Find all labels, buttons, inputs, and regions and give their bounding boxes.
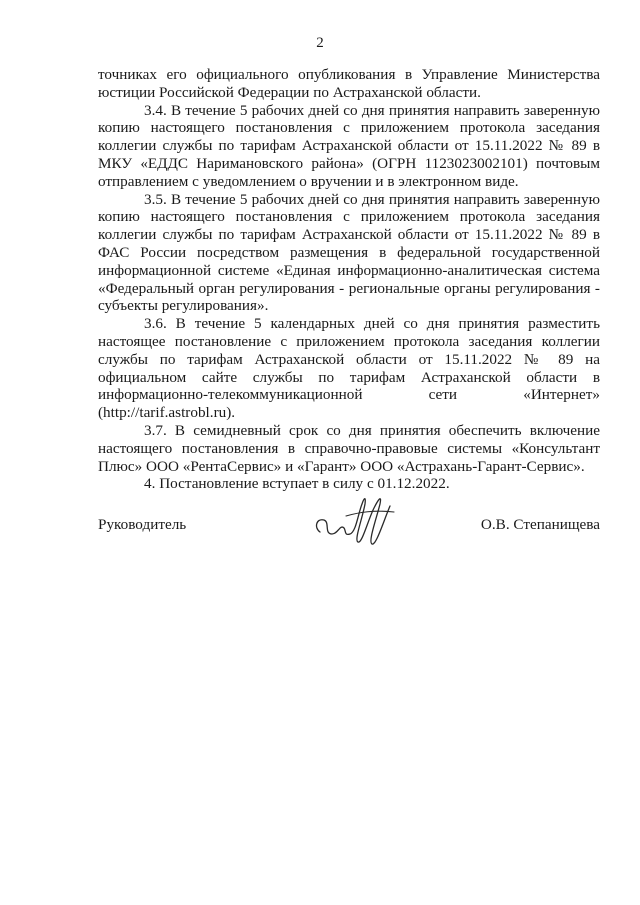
- signatory-name: О.В. Степанищева: [480, 516, 600, 533]
- paragraph-3-4: 3.4. В течение 5 рабочих дней со дня принятия направить заверенную копию настоящего постановления с приложением протокола заседания коллегии службы по тарифам Астраханской области от 15.11.2022 № 89 в МКУ «ЕДДС Наримановского района» (ОГРН 1123023002101) почтовым отправлением с уведомлением о вручении и в электронном виде.: [98, 101, 600, 190]
- handwritten-signature: [310, 490, 400, 552]
- paragraph-3-7: 3.7. В семидневный срок со дня принятия обеспечить включение настоящего постановления в справочно-правовые системы «Консультант Плюс» ООО «РентаСервис» и «Гарант» ООО «Астрахань-Гарант-Сервис».: [98, 421, 600, 475]
- paragraph-3-6: 3.6. В течение 5 календарных дней со дня принятия разместить настоящее постановление с приложением протокола заседания коллегии службы по тарифам Астраханской области от 15.11.2022 № 89 на официальном сайте службы по тарифам Астраханской области в информационно-телекоммуникационной сети «Интернет» (http://tarif.astrobl.ru).: [98, 315, 600, 422]
- signatory-title: Руководитель: [98, 516, 187, 533]
- document-body: [98, 66, 600, 493]
- paragraph-continuation: точниках его официального опубликования в Управление Министерства юстиции Российской Федерации по Астраханской области.: [98, 66, 600, 101]
- paragraph-4: 4. Постановление вступает в силу с 01.12.2022.: [144, 475, 450, 493]
- page-number: 2: [316, 35, 324, 51]
- paragraph-3-5: 3.5. В течение 5 рабочих дней со дня принятия направить заверенную копию настоящего постановления с приложением протокола заседания коллегии службы по тарифам Астраханской области от 15.11.2022 № 89 в ФАС России посредством размещения в федеральной государственной информационной системе «Единая информационно-аналитическая система «Федеральный орган регулирования - региональные органы регулирования - субъекты регулирования».: [98, 190, 600, 315]
